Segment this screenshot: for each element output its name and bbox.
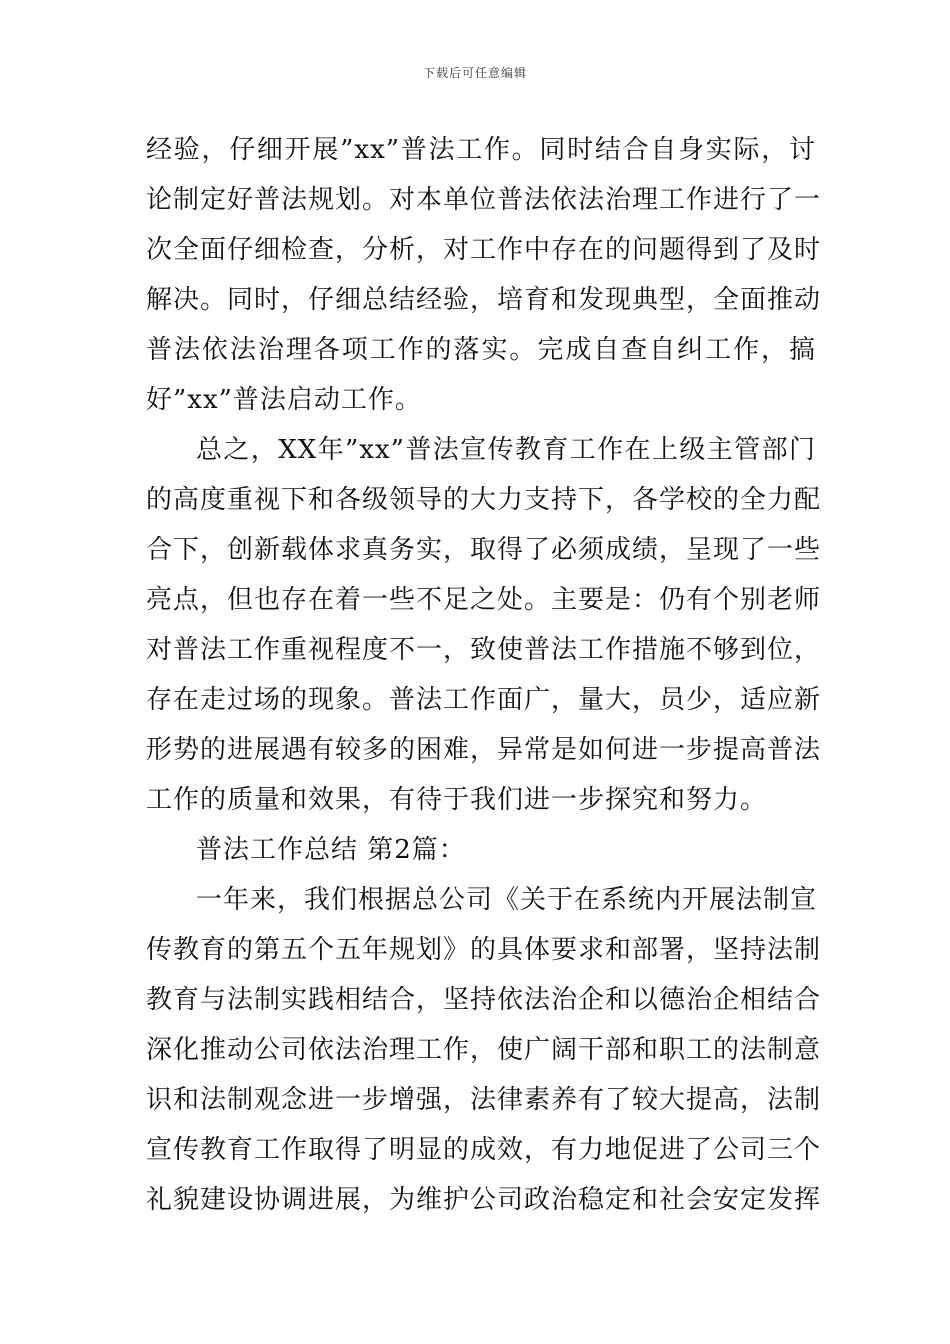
text-line: 亮点，但也存在着一些不足之处。主要是：仍有个别老师 [146,585,822,615]
text-line: 形势的进展遇有较多的困难，异常是如何进一步提高普法 [146,735,822,765]
text-line: 宣传教育工作取得了明显的成效，有力地促进了公司三个 [146,1135,822,1165]
section-heading: 普法工作总结 第2篇： [196,835,466,865]
text-line: 存在走过场的现象。普法工作面广，量大，员少，适应新 [146,685,822,715]
text-line: 工作的质量和效果，有待于我们进一步探究和努力。 [146,785,768,815]
text-line: 教育与法制实践相结合，坚持依法治企和以德治企相结合 [146,985,822,1015]
text-line: 合下，创新载体求真务实，取得了必须成绩，呈现了一些 [146,535,822,565]
text-line: 的高度重视下和各级领导的大力支持下，各学校的全力配 [146,485,822,515]
text-line: 礼貌建设协调进展，为维护公司政治稳定和社会安定发挥 [146,1185,822,1215]
text-line: 经验，仔细开展”xx”普法工作。同时结合自身实际，讨 [146,135,816,165]
paragraph-first-line: 一年来，我们根据总公司《关于在系统内开展法制宣 [196,885,818,915]
text-line: 次全面仔细检查，分析，对工作中存在的问题得到了及时 [146,235,822,265]
page-header: 下载后可任意编辑 [422,66,527,80]
text-line: 好”xx”普法启动工作。 [146,385,422,415]
text-line: 对普法工作重视程度不一，致使普法工作措施不够到位， [146,635,822,665]
text-line: 传教育的第五个五年规划》的具体要求和部署，坚持法制 [146,935,822,965]
text-line: 深化推动公司依法治理工作，使广阔干部和职工的法制意 [146,1035,822,1065]
text-line: 论制定好普法规划。对本单位普法依法治理工作进行了一 [146,185,822,215]
text-line: 解决。同时，仔细总结经验，培育和发现典型，全面推动 [146,285,822,315]
text-line: 普法依法治理各项工作的落实。完成自查自纠工作，搞 [146,335,816,365]
text-line: 识和法制观念进一步增强，法律素养有了较大提高，法制 [146,1085,822,1115]
paragraph-first-line: 总之，XX年”xx”普法宣传教育工作在上级主管部门 [196,435,816,465]
